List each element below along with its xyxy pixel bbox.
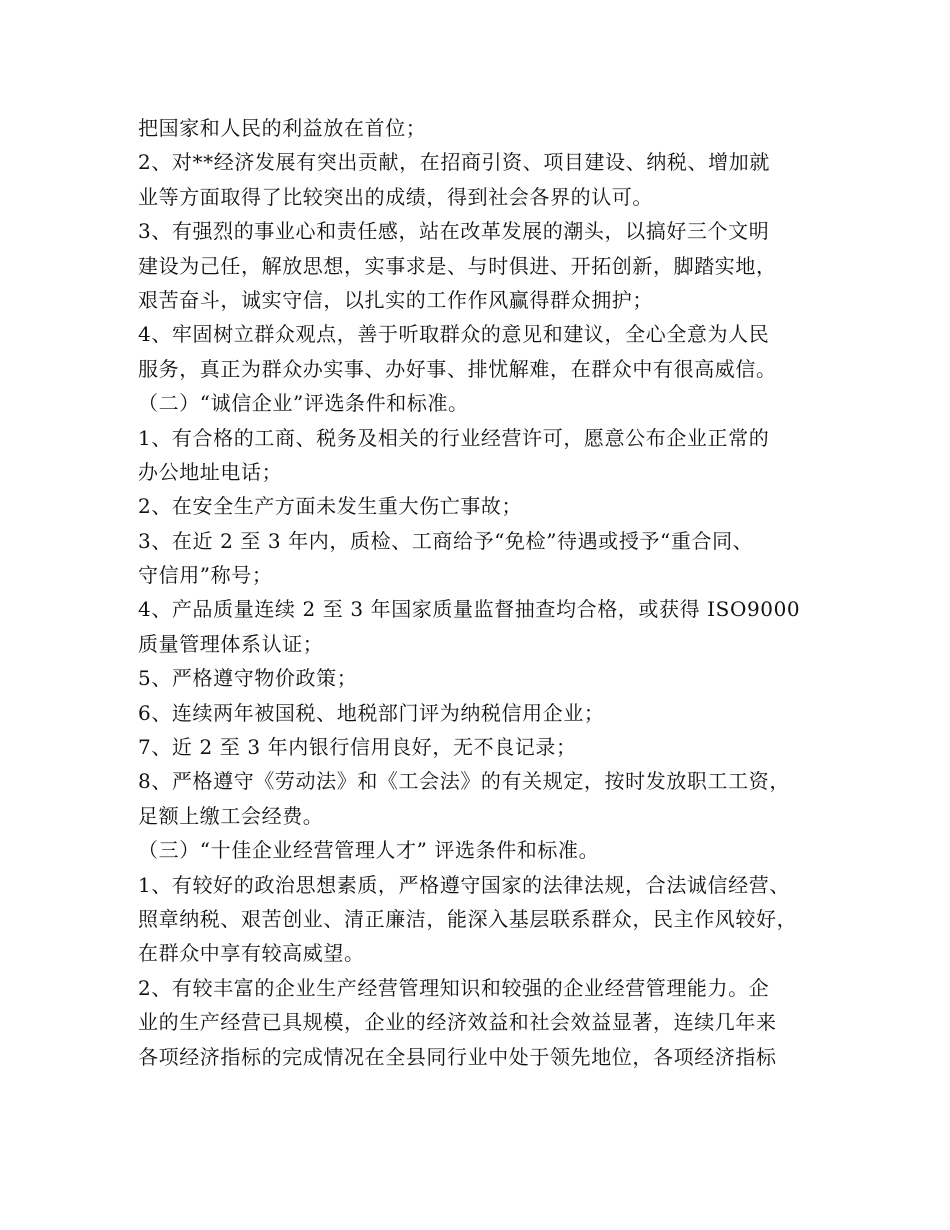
text-line: 守信用”称号； bbox=[138, 563, 273, 588]
text-line: 服务，真正为群众办实事、办好事、排忧解难，在群众中有很高威信。 bbox=[138, 356, 777, 381]
document-body bbox=[138, 111, 838, 1074]
text-line: 足额上缴工会经费。 bbox=[138, 803, 324, 828]
text-line: 各项经济指标的完成情况在全县同行业中处于领先地位，各项经济指标 bbox=[138, 1044, 777, 1069]
text-line: 建设为己任，解放思想，实事求是、与时俱进、开拓创新，脚踏实地， bbox=[138, 253, 777, 278]
text-line: 6、连续两年被国税、地税部门评为纳税信用企业； bbox=[138, 700, 605, 725]
text-line: 质量管理体系认证； bbox=[138, 631, 324, 656]
text-line: 1、有较好的政治思想素质，严格遵守国家的法律法规，合法诚信经营、 bbox=[138, 872, 790, 897]
section-heading: （三）“十佳企业经营管理人才” 评选条件和标准。 bbox=[138, 838, 600, 863]
text-line: 1、有合格的工商、税务及相关的行业经营许可，愿意公布企业正常的 bbox=[138, 425, 770, 450]
text-line: 5、严格遵守物价政策； bbox=[138, 666, 358, 691]
text-line: 7、近 2 至 3 年内银行信用良好，无不良记录； bbox=[138, 735, 577, 760]
text-line: 业的生产经营已具规模，企业的经济效益和社会效益显著，连续几年来 bbox=[138, 1010, 777, 1035]
text-line: 2、有较丰富的企业生产经营管理知识和较强的企业经营管理能力。企 bbox=[138, 975, 770, 1000]
text-line: 把国家和人民的利益放在首位； bbox=[138, 116, 427, 140]
text-line: 3、有强烈的事业心和责任感，站在改革发展的潮头，以搞好三个文明 bbox=[138, 219, 770, 244]
text-line: 2、对**经济发展有突出贡献，在招商引资、项目建设、纳税、增加就 bbox=[138, 150, 770, 175]
text-line: 在群众中享有较高威望。 bbox=[138, 941, 365, 966]
section-heading: （二）“诚信企业”评选条件和标准。 bbox=[138, 391, 469, 416]
text-line: 艰苦奋斗，诚实守信，以扎实的工作作风赢得群众拥护； bbox=[138, 287, 653, 312]
text-line: 照章纳税、艰苦创业、清正廉洁，能深入基层联系群众，民主作风较好， bbox=[138, 906, 798, 931]
text-line: 业等方面取得了比较突出的成绩，得到社会各界的认可。 bbox=[138, 184, 653, 209]
text-line: 3、在近 2 至 3 年内，质检、工商给予“免检”待遇或授予“重合同、 bbox=[138, 528, 754, 553]
text-line: 8、严格遵守《劳动法》和《工会法》的有关规定，按时发放职工工资， bbox=[138, 769, 790, 794]
text-line: 2、在安全生产方面未发生重大伤亡事故； bbox=[138, 494, 523, 519]
text-line: 4、牢固树立群众观点，善于听取群众的意见和建议，全心全意为人民 bbox=[138, 322, 770, 347]
text-line: 办公地址电话； bbox=[138, 459, 283, 484]
text-line: 4、产品质量连续 2 至 3 年国家质量监督抽查均合格，或获得 ISO9000 bbox=[138, 597, 801, 622]
